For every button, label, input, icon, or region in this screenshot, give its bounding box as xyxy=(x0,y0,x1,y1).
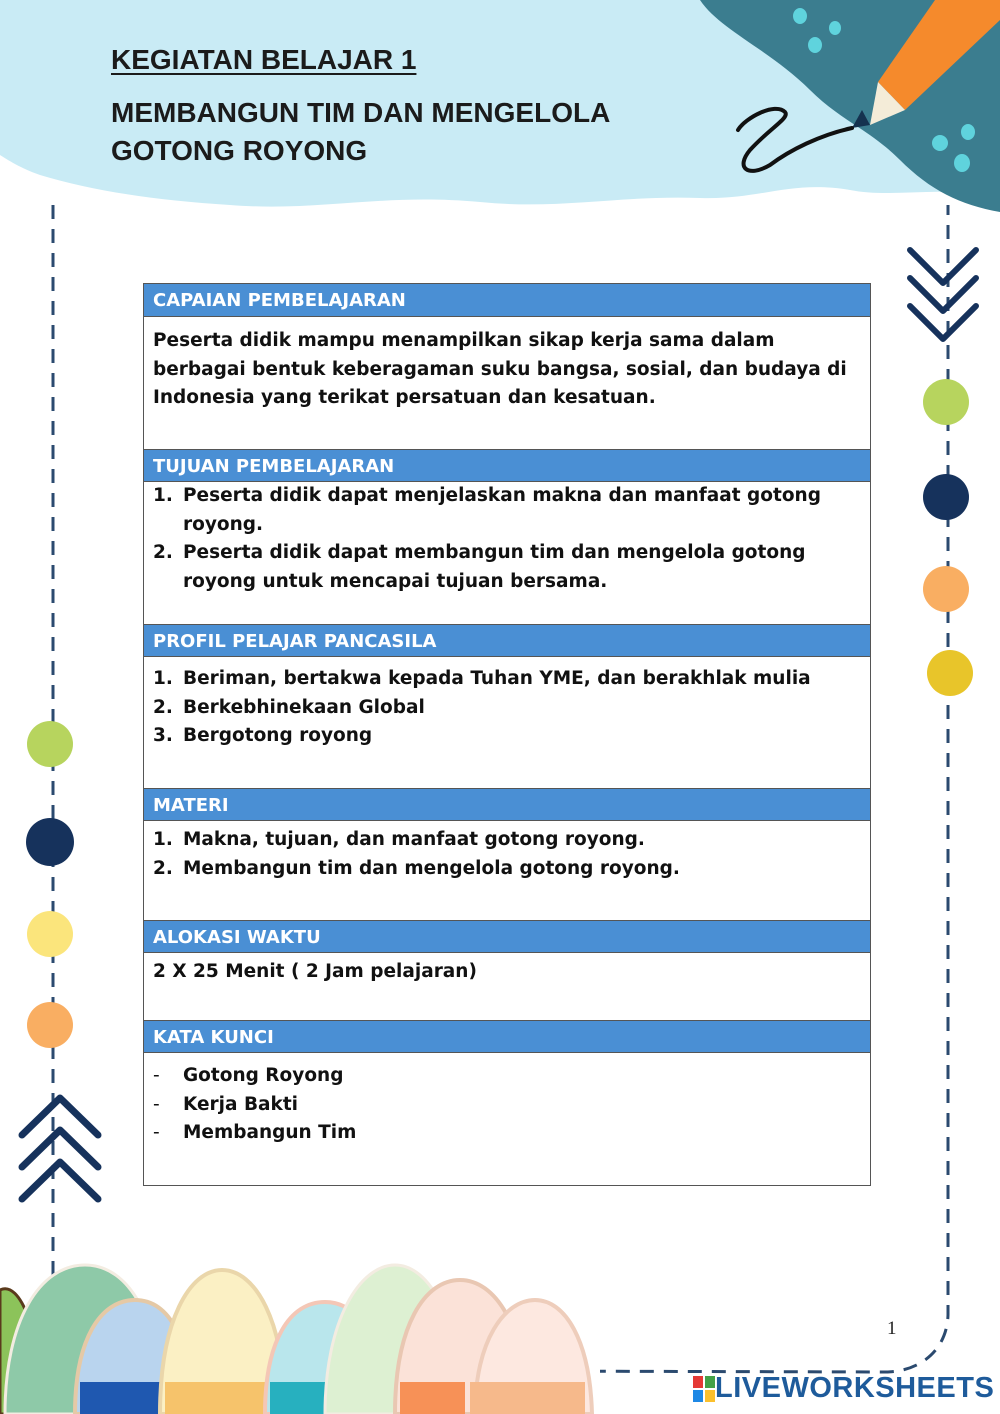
green-dot xyxy=(923,379,969,425)
list-item: 2. Peserta didik dapat membangun tim dan mengelola gotong royong untuk mencapai tujuan bersama. xyxy=(153,542,806,592)
section-heading-materi: MATERI xyxy=(144,788,870,821)
liveworksheets-logo-text: LIVEWORKSHEETS xyxy=(715,1372,995,1404)
page-number: 1 xyxy=(887,1318,897,1339)
materi-list xyxy=(153,826,856,883)
list-item: 1. Peserta didik dapat menjelaskan makna dan manfaat gotong royong. xyxy=(153,485,821,535)
chevron-up-icon xyxy=(22,1098,98,1199)
green-dot xyxy=(27,721,73,767)
alokasi-body xyxy=(144,953,870,1020)
navy-dot xyxy=(923,474,969,520)
orange-dot xyxy=(27,1002,73,1048)
list-item: 2. Membangun tim dan mengelola gotong royong. xyxy=(153,857,680,879)
list-item: 1. Beriman, bertakwa kepada Tuhan YME, dan berakhlak mulia xyxy=(153,668,811,689)
tujuan-list xyxy=(153,482,856,596)
section-heading-kata-kunci: KATA KUNCI xyxy=(144,1020,870,1053)
kata-kunci-body xyxy=(144,1053,870,1185)
liveworksheets-logo[interactable] xyxy=(693,1372,994,1405)
liveworksheets-logo-icon xyxy=(693,1376,715,1402)
capaian-body xyxy=(144,317,870,449)
section-heading-capaian: CAPAIAN PEMBELAJARAN xyxy=(144,284,870,317)
yellow-dot xyxy=(27,911,73,957)
section-heading-tujuan: TUJUAN PEMBELAJARAN xyxy=(144,449,870,482)
profil-list xyxy=(153,665,856,751)
lesson-kicker: KEGIATAN BELAJAR 1 xyxy=(111,44,417,75)
page-title: MEMBANGUN TIM DAN MENGELOLA GOTONG ROYONG xyxy=(111,97,610,166)
chevron-down-icon xyxy=(910,250,976,339)
kata-kunci-list xyxy=(153,1062,856,1148)
list-item: - Membangun Tim xyxy=(153,1122,357,1143)
section-heading-profil: PROFIL PELAJAR PANCASILA xyxy=(144,624,870,657)
list-item: 3. Bergotong royong xyxy=(153,725,373,746)
lesson-info-table xyxy=(143,283,871,1186)
tujuan-body xyxy=(144,482,870,624)
egg-shapes xyxy=(0,1265,600,1414)
section-heading-alokasi: ALOKASI WAKTU xyxy=(144,920,870,953)
list-item: - Gotong Royong xyxy=(153,1065,344,1086)
yellow-dot xyxy=(927,650,973,696)
capaian-text: Peserta didik mampu menampilkan sikap kerja sama dalam berbagai bentuk keberagaman suku bangsa, sosial, dan budaya di Indonesia yang terikat persatuan dan kesatuan. xyxy=(153,330,847,408)
profil-body xyxy=(144,657,870,788)
alokasi-text: 2 X 25 Menit ( 2 Jam pelajaran) xyxy=(153,961,477,982)
materi-body xyxy=(144,821,870,920)
list-item: 2. Berkebhinekaan Global xyxy=(153,696,425,718)
list-item: 1. Makna, tujuan, dan manfaat gotong royong. xyxy=(153,829,645,850)
orange-dot xyxy=(923,566,969,612)
navy-dot xyxy=(26,818,74,866)
list-item: - Kerja Bakti xyxy=(153,1093,299,1115)
